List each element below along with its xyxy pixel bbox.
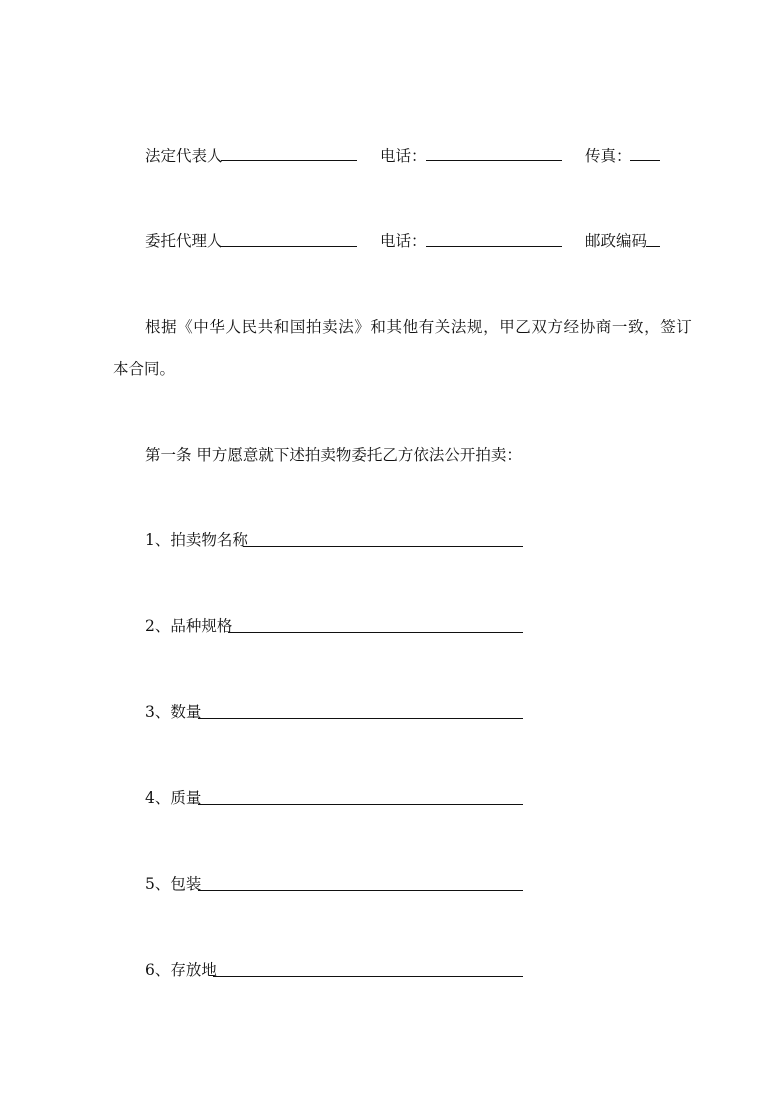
fax-blank[interactable] [630,160,660,161]
postal-code-blank[interactable] [646,246,660,247]
item-blank[interactable] [243,546,523,547]
phone-label: 电话： [380,232,427,250]
fax-label: 传真： [585,147,632,165]
item-label: 2、品种规格 [145,617,233,635]
agent-label: 委托代理人 [145,232,223,250]
item-label: 3、数量 [145,703,202,721]
legal-representative-label: 法定代表人 [145,147,223,165]
preamble-line-1: 根据《中华人民共和国拍卖法》和其他有关法规，甲乙双方经协商一致，签订 [145,318,693,336]
item-blank[interactable] [198,804,523,805]
item-label: 4、质量 [145,789,202,807]
item-label: 5、包装 [145,875,202,893]
item-blank[interactable] [198,890,523,891]
article-1-title: 第一条 甲方愿意就下述拍卖物委托乙方依法公开拍卖： [145,446,522,464]
item-blank[interactable] [228,632,523,633]
item-blank[interactable] [213,976,523,977]
phone-blank[interactable] [426,246,562,247]
item-label: 6、存放地 [145,961,217,979]
phone-blank[interactable] [426,160,562,161]
agent-blank[interactable] [221,246,357,247]
phone-label: 电话： [380,147,427,165]
item-blank[interactable] [198,718,523,719]
postal-code-label: 邮政编码 [585,232,648,250]
preamble-line-2: 本合同。 [113,360,176,378]
item-label: 1、拍卖物名称 [145,531,248,549]
legal-representative-blank[interactable] [221,160,357,161]
